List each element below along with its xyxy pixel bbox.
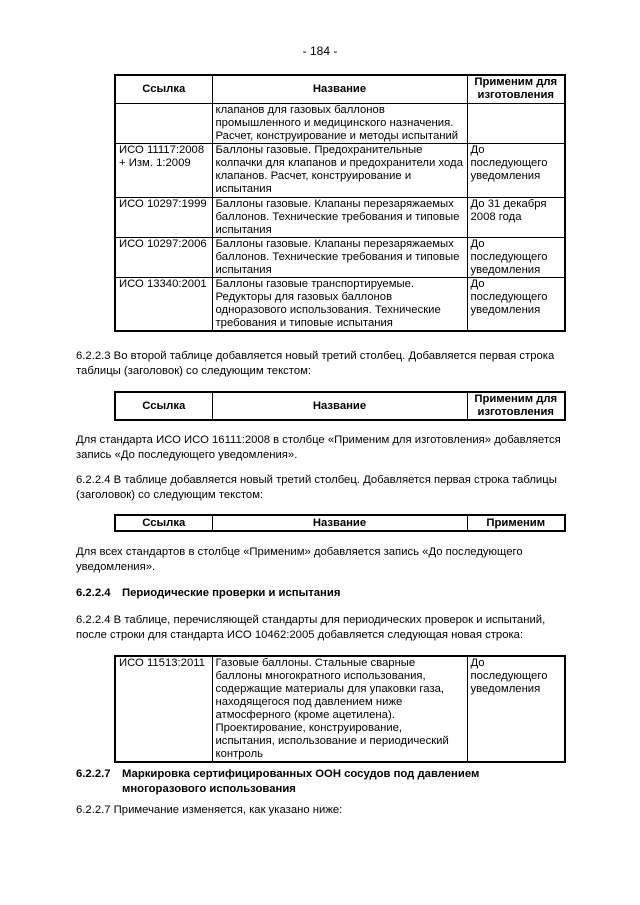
standards-table	[114, 74, 566, 332]
cell-applicable: До последующего уведомления	[467, 237, 565, 277]
section-number: 6.2.2.7	[76, 768, 111, 780]
header-table	[114, 391, 566, 421]
table-row	[115, 103, 565, 143]
cell-ref: ИСО 11513:2011	[115, 656, 212, 762]
section-number: 6.2.2.4	[76, 587, 111, 599]
table-row	[115, 197, 565, 237]
col-header-ref: Ссылка	[115, 75, 212, 103]
cell-title: Газовые баллоны. Стальные сварные баллоны многократного использования, содержащие материалы для упаковки газа, находящегося под давлением ниже атмосферного (кроме ацетилена). Проектирование, конструирование, испытания, использование и периодический контроль	[212, 656, 467, 762]
new-row-table	[114, 655, 566, 763]
paragraph: 6.2.2.3 Во второй таблице добавляется новый третий столбец. Добавляется первая строка таблицы (заголовок) со следующим текстом:	[76, 350, 555, 377]
page-number: - 184 -	[302, 44, 338, 58]
col-header-applicable: Применим	[467, 515, 565, 531]
col-header-title: Название	[212, 515, 467, 531]
cell-title: Баллоны газовые. Клапаны перезаряжаемых баллонов. Технические требования и типовые испытания	[212, 197, 467, 237]
section-heading	[76, 586, 566, 601]
cell-ref: ИСО 10297:1999	[115, 197, 212, 237]
cell-ref	[115, 103, 212, 143]
paragraph: Для стандарта ИСО ИСО 16111:2008 в столбце «Применим для изготовления» добавляется запись «До последующего уведомления».	[76, 434, 561, 461]
paragraph: 6.2.2.7 Примечание изменяется, как указано ниже:	[76, 804, 343, 816]
col-header-ref: Ссылка	[115, 515, 212, 531]
cell-title: клапанов для газовых баллонов промышленного и медицинского назначения. Расчет, конструирование и методы испытаний	[212, 103, 467, 143]
paragraph: Для всех стандартов в столбце «Применим» добавляется запись «До последующего уведомления».	[76, 546, 523, 573]
cell-applicable	[467, 103, 565, 143]
col-header-applicable: Применим для изготовления	[467, 75, 565, 103]
col-header-ref: Ссылка	[115, 392, 212, 420]
table-row	[115, 277, 565, 331]
paragraph: 6.2.2.4 В таблице, перечисляющей стандарты для периодических проверок и испытаний, после строки для стандарта ИСО 10462:2005 добавляется следующая новая строка:	[76, 614, 546, 641]
cell-title: Баллоны газовые транспортируемые. Редукторы для газовых баллонов одноразового использования. Технические требования и типовые испытания	[212, 277, 467, 331]
paragraph: 6.2.2.4 В таблице добавляется новый третий столбец. Добавляется первая строка таблицы (заголовок) со следующим текстом:	[76, 474, 557, 501]
cell-applicable: До последующего уведомления	[467, 656, 565, 762]
cell-applicable: До последующего уведомления	[467, 277, 565, 331]
cell-ref: ИСО 10297:2006	[115, 237, 212, 277]
cell-title: Баллоны газовые. Предохранительные колпачки для клапанов и предохранители хода клапанов. Расчет, конструирование и испытания	[212, 143, 467, 197]
col-header-title: Название	[212, 392, 467, 420]
section-title: Периодические проверки и испытания	[122, 587, 341, 599]
header-table	[114, 514, 566, 532]
col-header-title: Название	[212, 75, 467, 103]
cell-title: Баллоны газовые. Клапаны перезаряжаемых баллонов. Технические требования и типовые испытания	[212, 237, 467, 277]
section-heading	[76, 767, 566, 797]
cell-ref: ИСО 11117:2008 + Изм. 1:2009	[115, 143, 212, 197]
table-row	[115, 656, 565, 762]
section-title: Маркировка сертифицированных ООН сосудов под давлением многоразового использования	[122, 768, 480, 795]
table-row	[115, 237, 565, 277]
cell-applicable: До последующего уведомления	[467, 143, 565, 197]
col-header-applicable: Применим для изготовления	[467, 392, 565, 420]
cell-ref: ИСО 13340:2001	[115, 277, 212, 331]
table-row	[115, 143, 565, 197]
cell-applicable: До 31 декабря 2008 года	[467, 197, 565, 237]
